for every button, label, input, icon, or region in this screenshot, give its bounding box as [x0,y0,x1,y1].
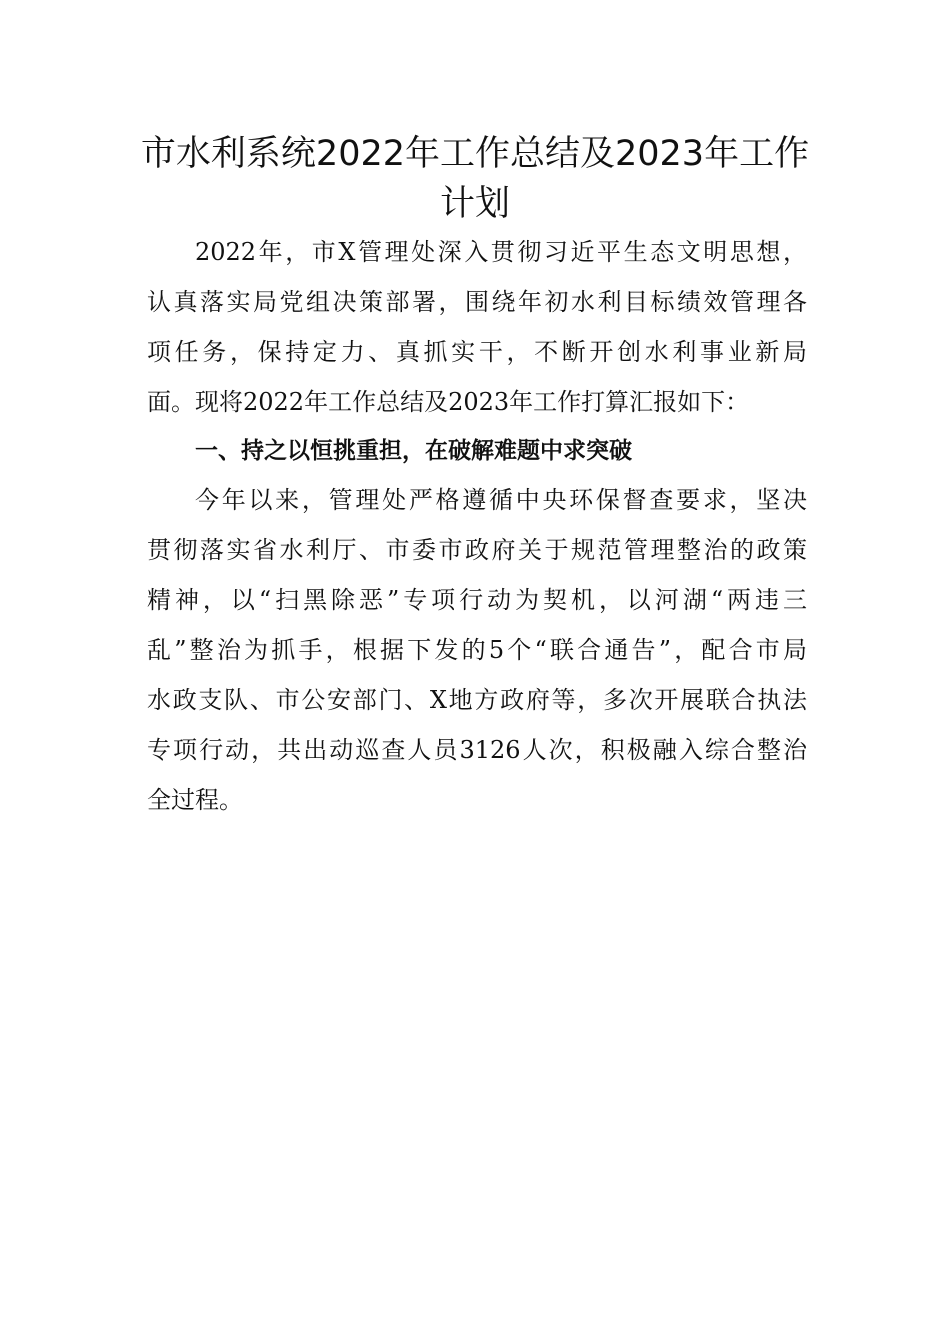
section-paragraph-line: 乱”整治为抓手，根据下发的5个“联合通告”，配合市局 [147,636,807,664]
section-paragraph-line: 今年以来，管理处严格遵循中央环保督查要求，坚决 [195,486,807,514]
section-paragraph-line: 贯彻落实省水利厅、市委市政府关于规范管理整治的政策 [147,536,807,564]
intro-paragraph-line: 面。现将2022年工作总结及2023年工作打算汇报如下： [147,388,750,416]
section-paragraph-line: 专项行动，共出动巡查人员3126人次，积极融入综合整治 [147,736,807,764]
intro-paragraph [147,227,807,427]
document-title-line-2: 计划 [439,184,510,224]
section-paragraph-line: 全过程。 [147,786,243,814]
intro-paragraph-line: 2022年，市X管理处深入贯彻习近平生态文明思想， [195,238,807,266]
intro-paragraph-line: 项任务，保持定力、真抓实干，不断开创水利事业新局 [147,338,807,366]
section-paragraph [147,475,807,825]
intro-paragraph-line: 认真落实局党组决策部署，围绕年初水利目标绩效管理各 [147,288,807,316]
section-paragraph-line: 精神，以“扫黑除恶”专项行动为契机，以河湖“两违三 [147,586,807,614]
section-paragraph-line: 水政支队、市公安部门、X地方政府等，多次开展联合执法 [147,686,807,714]
document-title-line-1: 市水利系统2022年工作总结及2023年工作 [140,134,810,174]
section-heading: 一、持之以恒挑重担，在破解难题中求突破 [195,438,632,464]
